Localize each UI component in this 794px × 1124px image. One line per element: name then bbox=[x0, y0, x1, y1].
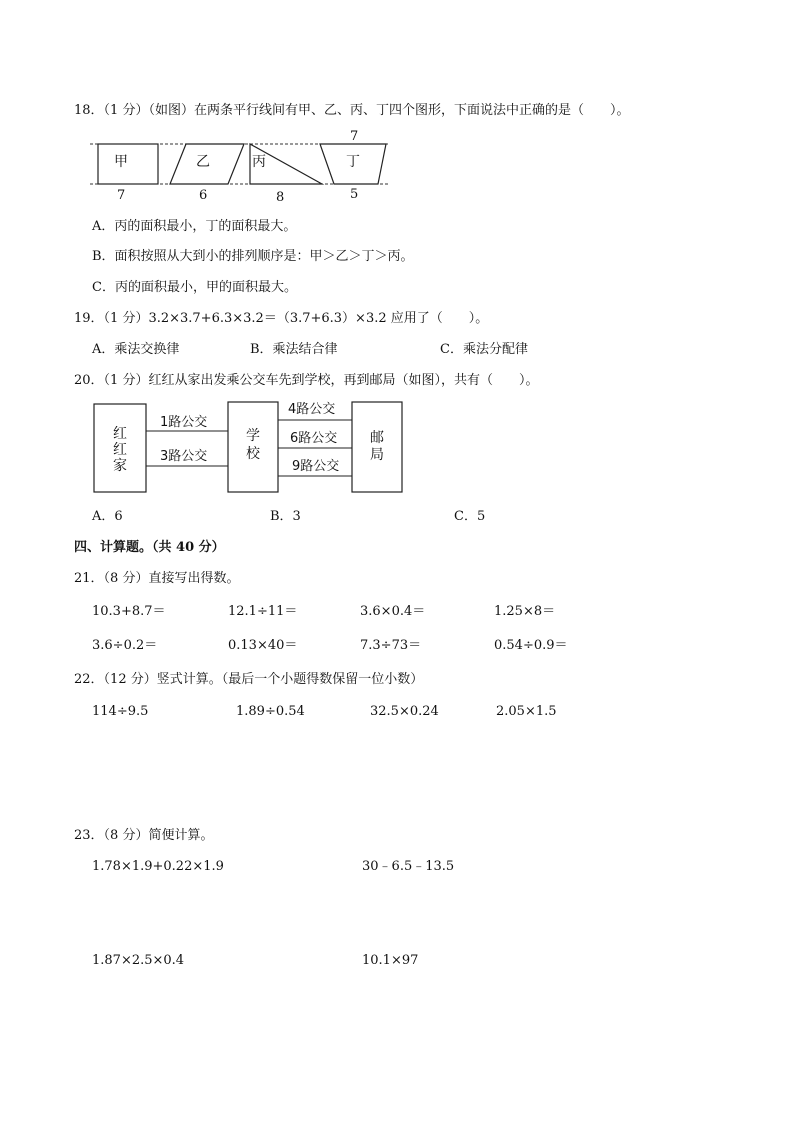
q23-item: 1.78×1.9+0.22×1.9 bbox=[92, 859, 224, 874]
shape-bing-base: 8 bbox=[276, 190, 285, 204]
q21-item: 3.6÷0.2＝ bbox=[92, 638, 158, 653]
q22-item: 1.89÷0.54 bbox=[236, 704, 305, 719]
q22-item: 32.5×0.24 bbox=[370, 704, 439, 719]
post-label-2: 局 bbox=[370, 447, 384, 463]
section-4-title: 四、计算题。（共 40 分） bbox=[74, 540, 225, 555]
q21-stem: 21．（8 分）直接写出得数。 bbox=[74, 571, 240, 586]
route-9-label: 9路公交 bbox=[292, 459, 340, 474]
q19-option-b[interactable]: B．乘法结合律 bbox=[250, 342, 338, 357]
q21-item: 3.6×0.4＝ bbox=[360, 604, 426, 619]
q19-stem: 19．（1 分）3.2×3.7+6.3×3.2＝（3.7+6.3）×3.2 应用了（ ）。 bbox=[74, 311, 489, 326]
home-label-3: 家 bbox=[113, 458, 127, 474]
route-3-label: 3路公交 bbox=[160, 449, 208, 464]
shape-jia bbox=[98, 144, 158, 184]
route-1-label: 1路公交 bbox=[160, 415, 208, 430]
shape-ding-label: 丁 bbox=[346, 154, 360, 170]
home-label-2: 红 bbox=[113, 442, 127, 458]
q20-stem: 20．（1 分）红红从家出发乘公交车先到学校，再到邮局（如图），共有（ ）。 bbox=[74, 373, 539, 388]
q19-option-c[interactable]: C．乘法分配律 bbox=[440, 342, 528, 357]
shape-yi-base: 6 bbox=[199, 188, 208, 203]
q18-figure bbox=[88, 128, 408, 204]
route-4-label: 4路公交 bbox=[288, 402, 336, 417]
q20-figure bbox=[92, 396, 408, 498]
q21-item: 0.54÷0.9＝ bbox=[494, 638, 568, 653]
shape-jia-label: 甲 bbox=[114, 154, 128, 170]
q22-stem: 22．（12 分）竖式计算。（最后一个小题得数保留一位小数） bbox=[74, 672, 424, 687]
school-label-2: 校 bbox=[246, 446, 260, 462]
shape-yi-label: 乙 bbox=[196, 154, 210, 170]
q23-item: 10.1×97 bbox=[362, 953, 419, 968]
q18-option-c[interactable]: C．丙的面积最小，甲的面积最大。 bbox=[92, 280, 297, 295]
q20-option-a[interactable]: A．6 bbox=[92, 509, 123, 524]
shape-jia-base: 7 bbox=[117, 188, 126, 203]
q21-item: 7.3÷73＝ bbox=[360, 638, 422, 653]
q20-option-b[interactable]: B．3 bbox=[270, 509, 301, 524]
q20-option-c[interactable]: C．5 bbox=[454, 509, 486, 524]
shape-bing-label: 丙 bbox=[252, 154, 266, 170]
q21-item: 12.1÷11＝ bbox=[228, 604, 298, 619]
q23-item: 30﹣6.5﹣13.5 bbox=[362, 859, 455, 874]
route-6-label: 6路公交 bbox=[290, 431, 338, 446]
shape-ding-top: 7 bbox=[350, 129, 359, 144]
q18-stem: 18．（1 分）（如图）在两条平行线间有甲、乙、丙、丁四个图形，下面说法中正确的是（ ）。 bbox=[74, 103, 630, 118]
q21-item: 10.3+8.7＝ bbox=[92, 604, 166, 619]
school-label-1: 学 bbox=[246, 428, 260, 444]
q18-option-b[interactable]: B．面积按照从大到小的排列顺序是：甲＞乙＞丁＞丙。 bbox=[92, 249, 414, 264]
home-label-1: 红 bbox=[113, 426, 127, 442]
q19-option-a[interactable]: A．乘法交换律 bbox=[92, 342, 180, 357]
q21-item: 0.13×40＝ bbox=[228, 638, 298, 653]
q23-stem: 23．（8 分）简便计算。 bbox=[74, 828, 214, 843]
q18-option-a[interactable]: A．丙的面积最小，丁的面积最大。 bbox=[92, 219, 297, 234]
post-label-1: 邮 bbox=[370, 430, 384, 446]
q23-item: 1.87×2.5×0.4 bbox=[92, 953, 185, 968]
shape-ding-base: 5 bbox=[350, 187, 359, 202]
q21-item: 1.25×8＝ bbox=[494, 604, 556, 619]
q22-item: 114÷9.5 bbox=[92, 704, 149, 719]
q22-item: 2.05×1.5 bbox=[496, 704, 557, 719]
